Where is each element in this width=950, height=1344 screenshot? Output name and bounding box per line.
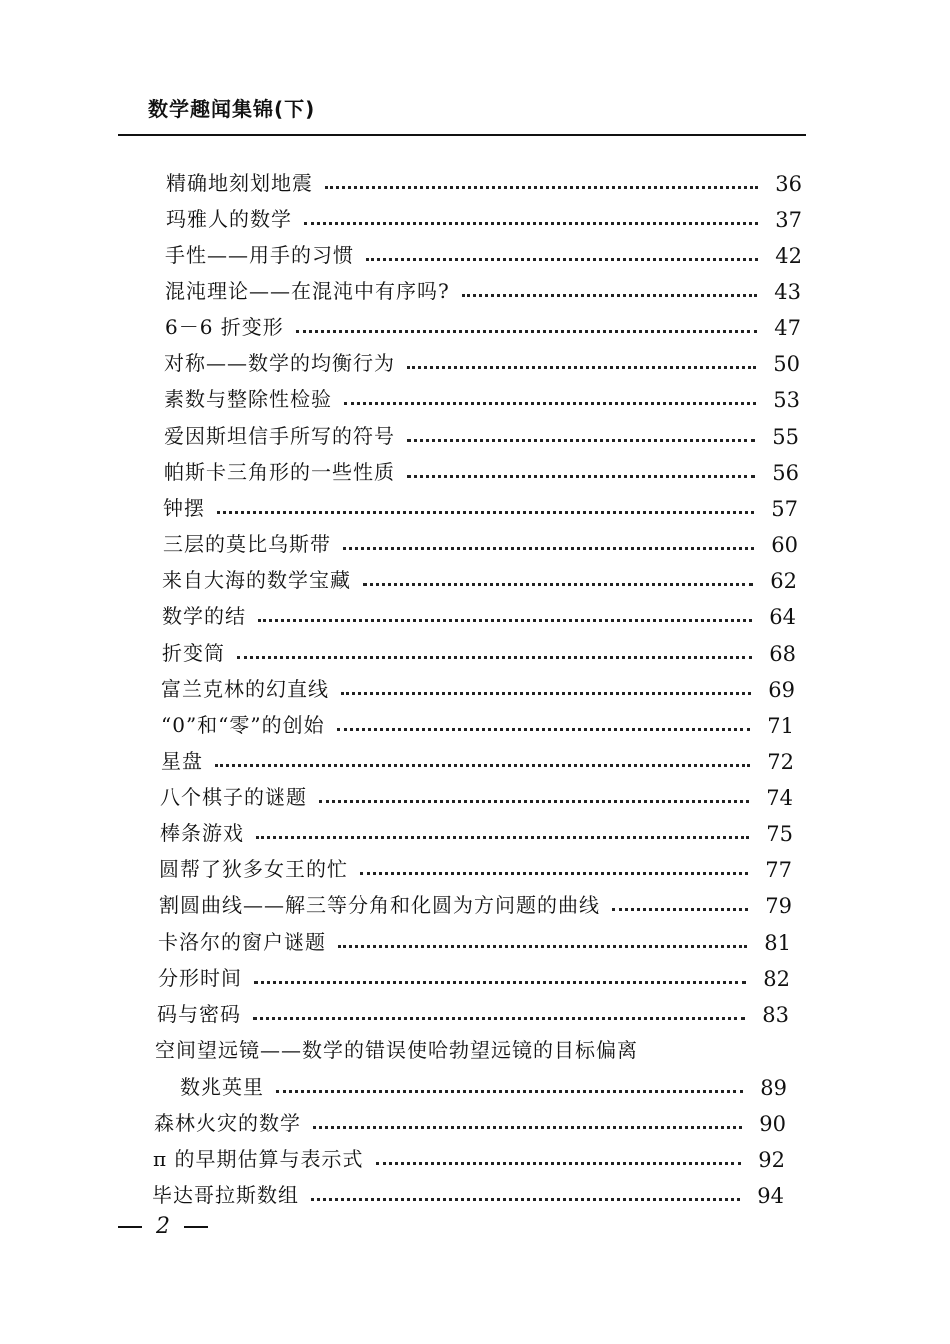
dot-leader <box>344 402 756 405</box>
toc-entry[interactable] <box>164 382 800 412</box>
toc-entry-page: 43 <box>774 280 801 304</box>
toc-entry-title: 割圆曲线——解三等分角和化圆为方问题的曲线 <box>159 893 600 917</box>
toc-entry-title: 分形时间 <box>158 966 242 990</box>
dot-leader <box>319 800 749 803</box>
toc-entry-page: 64 <box>769 605 796 629</box>
dot-leader <box>363 583 753 586</box>
dot-leader <box>256 836 749 839</box>
toc-entry-page: 74 <box>766 786 793 810</box>
toc-entry[interactable] <box>158 925 791 955</box>
dot-leader <box>253 1017 745 1020</box>
toc-entry-page: 90 <box>759 1112 786 1136</box>
toc-entry-page: 53 <box>773 388 800 412</box>
dot-leader <box>313 1126 742 1129</box>
toc-entry-page: 60 <box>771 533 798 557</box>
toc-entry-title: 棒条游戏 <box>160 821 244 845</box>
toc-entry-page: 69 <box>768 678 795 702</box>
dot-leader <box>237 656 752 659</box>
toc-entry[interactable] <box>157 997 789 1027</box>
running-header: 数学趣闻集锦(下) <box>148 97 316 121</box>
dot-leader <box>215 764 750 767</box>
toc-entry-title: 素数与整除性检验 <box>164 387 332 411</box>
toc-entry-page: 55 <box>772 425 799 449</box>
toc-entry-title: 对称——数学的均衡行为 <box>164 351 395 375</box>
toc-entry-title: 爱因斯坦信手所写的符号 <box>164 424 395 448</box>
toc-entry-title: 数学的结 <box>162 604 246 628</box>
toc-entry-page: 62 <box>770 569 797 593</box>
toc-entry-title: 钟摆 <box>163 496 205 520</box>
toc-entry-page: 71 <box>767 714 794 738</box>
dot-leader <box>258 619 752 622</box>
toc-entry-page: 83 <box>762 1003 789 1027</box>
toc-entry-page: 42 <box>775 244 802 268</box>
dot-leader <box>338 945 747 948</box>
toc-entry-page: 37 <box>775 208 802 232</box>
toc-entry-title: 6－6 折变形 <box>165 315 284 339</box>
toc-entry-title: 八个棋子的谜题 <box>160 785 307 809</box>
toc-entry-page: 82 <box>763 967 790 991</box>
toc-entry[interactable] <box>160 816 793 846</box>
toc-entry[interactable] <box>159 852 792 882</box>
toc-entry[interactable] <box>158 961 790 991</box>
toc-entry-page: 47 <box>774 316 801 340</box>
toc-entry-title: 森林火灾的数学 <box>154 1111 301 1135</box>
toc-entry-title: 码与密码 <box>157 1002 241 1026</box>
toc-entry[interactable] <box>152 1178 784 1208</box>
dot-leader <box>366 258 758 261</box>
dot-leader <box>407 475 755 478</box>
toc-entry-page: 57 <box>771 497 798 521</box>
toc-entry[interactable] <box>165 238 802 268</box>
toc-entry-page: 89 <box>760 1076 787 1100</box>
toc-entry-page: 94 <box>757 1184 784 1208</box>
toc-entry-title: π 的早期估算与表示式 <box>153 1147 364 1171</box>
toc-entry-page: 56 <box>772 461 799 485</box>
toc-entry[interactable] <box>162 636 796 666</box>
toc-entry-title: 玛雅人的数学 <box>166 207 292 231</box>
toc-entry-page: 75 <box>766 822 793 846</box>
toc-entry[interactable] <box>162 563 797 593</box>
dot-leader <box>462 294 757 297</box>
toc-entry-title: 圆帮了狄多女王的忙 <box>159 857 348 881</box>
dot-leader <box>407 439 755 442</box>
toc-entry-title: 混沌理论——在混沌中有序吗? <box>165 279 450 303</box>
toc-entry-title: 精确地刻划地震 <box>166 171 313 195</box>
toc-entry-page: 68 <box>769 642 796 666</box>
page-number: 2 <box>156 1214 170 1239</box>
dot-leader <box>311 1198 740 1201</box>
toc-entry-page: 92 <box>758 1148 785 1172</box>
toc-entry[interactable] <box>161 744 794 774</box>
toc-entry[interactable] <box>165 274 801 304</box>
toc-entry-title: 富兰克林的幻直线 <box>161 677 329 701</box>
toc-entry-page: 77 <box>765 858 792 882</box>
toc-entry[interactable] <box>164 419 799 449</box>
toc-entry-title: 空间望远镜——数学的错误使哈勃望远镜的目标偏离 <box>155 1038 638 1062</box>
toc-entry[interactable] <box>166 166 802 196</box>
toc-entry-title: 手性——用手的习惯 <box>165 243 354 267</box>
toc-entry-title: 三层的莫比乌斯带 <box>163 532 331 556</box>
toc-entry[interactable] <box>153 1142 785 1172</box>
toc-entry-page: 50 <box>773 352 800 376</box>
toc-entry-title: 来自大海的数学宝藏 <box>162 568 351 592</box>
dot-leader <box>325 186 758 189</box>
dot-leader <box>276 1090 743 1093</box>
toc-entry-title: 帕斯卡三角形的一些性质 <box>164 460 395 484</box>
toc-entry[interactable] <box>166 202 802 232</box>
dot-leader <box>360 872 748 875</box>
dot-leader <box>407 366 756 369</box>
toc-entry[interactable] <box>163 527 798 557</box>
dot-leader <box>341 692 751 695</box>
toc-entry[interactable] <box>161 708 794 738</box>
toc-entry-page: 36 <box>775 172 802 196</box>
dot-leader <box>296 330 757 333</box>
toc-entry-title: 星盘 <box>161 749 203 773</box>
toc-entry[interactable] <box>159 888 792 918</box>
toc-entry[interactable] <box>161 672 795 702</box>
toc-entry[interactable] <box>164 346 800 376</box>
toc-entry[interactable] <box>163 491 798 521</box>
dot-leader <box>217 511 754 514</box>
toc-entry-title: 卡洛尔的窗户谜题 <box>158 930 326 954</box>
toc-entry[interactable] <box>165 310 801 340</box>
dot-leader <box>343 547 754 550</box>
toc-entry[interactable] <box>160 780 793 810</box>
folio-dash-left <box>118 1226 142 1228</box>
toc-entry-first-line[interactable] <box>155 1033 787 1063</box>
toc-entry-page: 79 <box>765 894 792 918</box>
toc-entry-page: 81 <box>764 931 791 955</box>
dot-leader <box>254 981 746 984</box>
toc-entry[interactable] <box>180 1070 787 1100</box>
toc-entry-title: 毕达哥拉斯数组 <box>152 1183 299 1207</box>
dot-leader <box>376 1162 741 1165</box>
toc-entry-title: 折变筒 <box>162 641 225 665</box>
toc-entry-title-continued: 数兆英里 <box>180 1075 264 1099</box>
dot-leader <box>612 908 748 911</box>
toc-entry[interactable] <box>164 455 799 485</box>
dot-leader <box>304 222 758 225</box>
page-folio <box>118 1214 208 1239</box>
toc-entry[interactable] <box>162 599 796 629</box>
dot-leader <box>337 728 750 731</box>
toc-entry-title: “0”和“零”的创始 <box>161 713 325 737</box>
toc-entry[interactable] <box>154 1106 786 1136</box>
folio-dash-right <box>184 1226 208 1228</box>
toc-entry-page: 72 <box>767 750 794 774</box>
